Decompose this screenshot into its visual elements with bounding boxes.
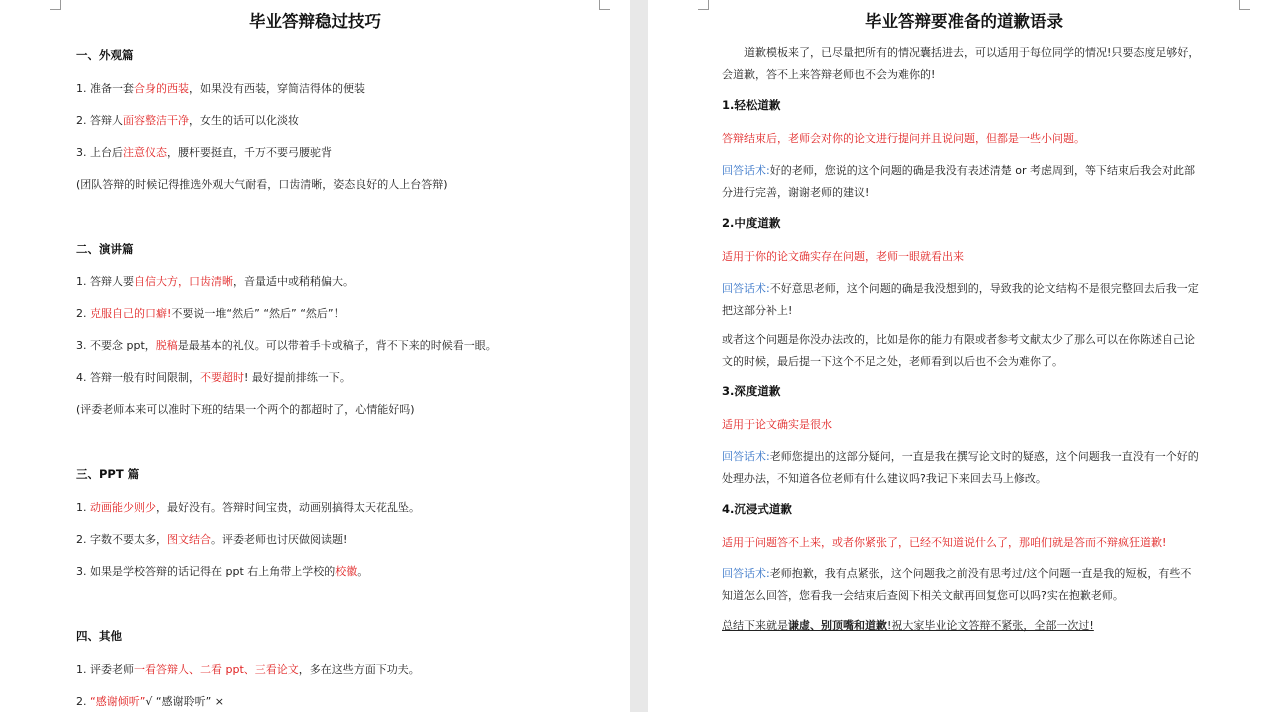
item-highlight: 脱稿 bbox=[155, 339, 178, 352]
item-highlight: “感谢倾听” bbox=[90, 695, 146, 708]
section-heading: 三、PPT 篇 bbox=[76, 467, 140, 481]
list-item bbox=[76, 532, 347, 547]
answer-text: 好的老师，您说的这个问题的确是我没有表述清楚 or 考虑周到，等下结束后我会对此部分进行完善，谢谢老师的建议! bbox=[722, 164, 1195, 199]
item-highlight: 图文结合 bbox=[167, 533, 211, 546]
answer-label: 回答话术: bbox=[722, 164, 770, 177]
answer-text: 老师您提出的这部分疑问，一直是我在撰写论文时的疑惑，这个问题我一直没有一个好的处理办法，不知道各位老师有什么建议吗?我记下来回去马上修改。 bbox=[722, 450, 1199, 485]
document-page-left bbox=[0, 0, 630, 712]
item-text: 1. 答辩人要 bbox=[76, 275, 134, 288]
answer-paragraph bbox=[722, 278, 1202, 322]
section-heading: 4.沉浸式道歉 bbox=[722, 502, 792, 516]
item-text: ，最好没有。答辩时间宝贵，动画别搞得太天花乱坠。 bbox=[156, 501, 420, 514]
scenario-text: 适用于论文确实是很水 bbox=[722, 418, 832, 431]
section-heading: 2.中度道歉 bbox=[722, 216, 781, 230]
item-highlight: 自信大方，口齿清晰 bbox=[134, 275, 233, 288]
item-highlight: 不要超时 bbox=[200, 371, 244, 384]
summary-emphasis: 谦虚、别顶嘴和道歉 bbox=[788, 619, 887, 632]
item-text: 是最基本的礼仪。可以带着手卡或稿子，背不下来的时候看一眼。 bbox=[177, 339, 497, 352]
item-text: ，音量适中或稍稍偏大。 bbox=[233, 275, 354, 288]
item-text: 。 bbox=[357, 565, 369, 578]
summary-line bbox=[722, 618, 1094, 633]
list-item bbox=[76, 145, 332, 160]
document-page-right bbox=[648, 0, 1280, 712]
item-text: 2. bbox=[76, 307, 90, 320]
item-highlight: 校徽 bbox=[335, 565, 358, 578]
item-text: 4. 答辩一般有时间限制， bbox=[76, 371, 200, 384]
list-item bbox=[76, 500, 420, 515]
summary-text: 总结下来就是 bbox=[722, 619, 788, 632]
item-text: 。评委老师也讨厌做阅读题! bbox=[211, 533, 348, 546]
page-title: 毕业答辩稳过技巧 bbox=[249, 12, 381, 31]
item-highlight: 注意仪态 bbox=[123, 146, 167, 159]
intro-paragraph: 道歉模板来了，已尽量把所有的情况囊括进去，可以适用于每位同学的情况!只要态度足够好，会道歉，答不上来答辩老师也不会为难你的! bbox=[722, 46, 1200, 81]
list-item bbox=[76, 662, 420, 677]
answer-paragraph bbox=[722, 160, 1202, 204]
list-item bbox=[76, 81, 365, 96]
item-text: 2. 答辩人 bbox=[76, 114, 123, 127]
body-paragraph: 或者这个问题是你没办法改的，比如是你的能力有限或者参考文献太少了那么可以在你陈述自己论文的时候，最后提一下这个不足之处，老师看到以后也不会为难你了。 bbox=[722, 333, 1195, 368]
list-item bbox=[76, 274, 354, 289]
item-text: 1. 准备一套 bbox=[76, 82, 134, 95]
item-text: 3. 上台后 bbox=[76, 146, 123, 159]
item-text: ! 最好提前排练一下。 bbox=[244, 371, 351, 384]
item-text: √ “感谢聆听” × bbox=[145, 695, 225, 708]
item-text: ，如果没有西装，穿简洁得体的便装 bbox=[189, 82, 365, 95]
item-text: 不要说一堆“然后” “然后” “然后”！ bbox=[171, 307, 345, 320]
scenario-text: 答辩结束后，老师会对你的论文进行提问并且说问题，但都是一些小问题。 bbox=[722, 132, 1085, 145]
answer-paragraph bbox=[722, 563, 1202, 607]
list-item bbox=[76, 113, 299, 128]
section-note: (评委老师本来可以准时下班的结果一个两个的都超时了，心情能好吗) bbox=[76, 403, 415, 416]
item-text: 1. 评委老师 bbox=[76, 663, 134, 676]
section-heading: 一、外观篇 bbox=[76, 48, 134, 62]
item-highlight: 面容整洁干净 bbox=[123, 114, 189, 127]
item-text: 2. bbox=[76, 695, 90, 708]
item-highlight: 合身的西装 bbox=[134, 82, 189, 95]
scenario-text: 适用于你的论文确实存在问题，老师一眼就看出来 bbox=[722, 250, 964, 263]
list-item bbox=[76, 564, 368, 579]
item-text: ，腰杆要挺直，千万不要弓腰驼背 bbox=[167, 146, 332, 159]
item-text: ，多在这些方面下功夫。 bbox=[298, 663, 420, 676]
section-heading: 3.深度道歉 bbox=[722, 384, 781, 398]
section-heading: 四、其他 bbox=[76, 629, 122, 643]
answer-label: 回答话术: bbox=[722, 282, 770, 295]
item-text: 1. bbox=[76, 501, 90, 514]
section-heading: 1.轻松道歉 bbox=[722, 98, 781, 112]
item-text: ，女生的话可以化淡妆 bbox=[189, 114, 299, 127]
item-highlight: 一看答辩人、二看 ppt、三看论文 bbox=[134, 663, 299, 676]
summary-text: !祝大家毕业论文答辩不紧张，全部一次过! bbox=[887, 619, 1094, 632]
answer-label: 回答话术: bbox=[722, 450, 770, 463]
list-item bbox=[76, 694, 224, 709]
answer-text: 老师抱歉，我有点紧张，这个问题我之前没有思考过/这个问题一直是我的短板，有些不知道怎么回答，您看我一会结束后查阅下相关文献再回复您可以吗?实在抱歉老师。 bbox=[722, 567, 1192, 602]
item-highlight: 动画能少则少 bbox=[90, 501, 156, 514]
scenario-text: 适用于问题答不上来，或者你紧张了，已经不知道说什么了，那咱们就是答而不辩疯狂道歉! bbox=[722, 536, 1167, 549]
answer-text: 不好意思老师，这个问题的确是我没想到的，导致我的论文结构不是很完整回去后我一定把这部分补上! bbox=[722, 282, 1199, 317]
page-title: 毕业答辩要准备的道歉语录 bbox=[865, 12, 1063, 31]
item-text: 3. 如果是学校答辩的话记得在 ppt 右上角带上学校的 bbox=[76, 565, 336, 578]
list-item bbox=[76, 370, 351, 385]
section-note: (团队答辩的时候记得推选外观大气耐看，口齿清晰，姿态良好的人上台答辩) bbox=[76, 178, 448, 191]
answer-paragraph bbox=[722, 446, 1202, 490]
item-text: 2. 字数不要太多， bbox=[76, 533, 167, 546]
item-text: 3. 不要念 ppt， bbox=[76, 339, 156, 352]
section-heading: 二、演讲篇 bbox=[76, 242, 134, 256]
item-highlight: 克服自己的口癖! bbox=[90, 307, 172, 320]
list-item bbox=[76, 338, 497, 353]
list-item bbox=[76, 306, 345, 321]
answer-label: 回答话术: bbox=[722, 567, 770, 580]
